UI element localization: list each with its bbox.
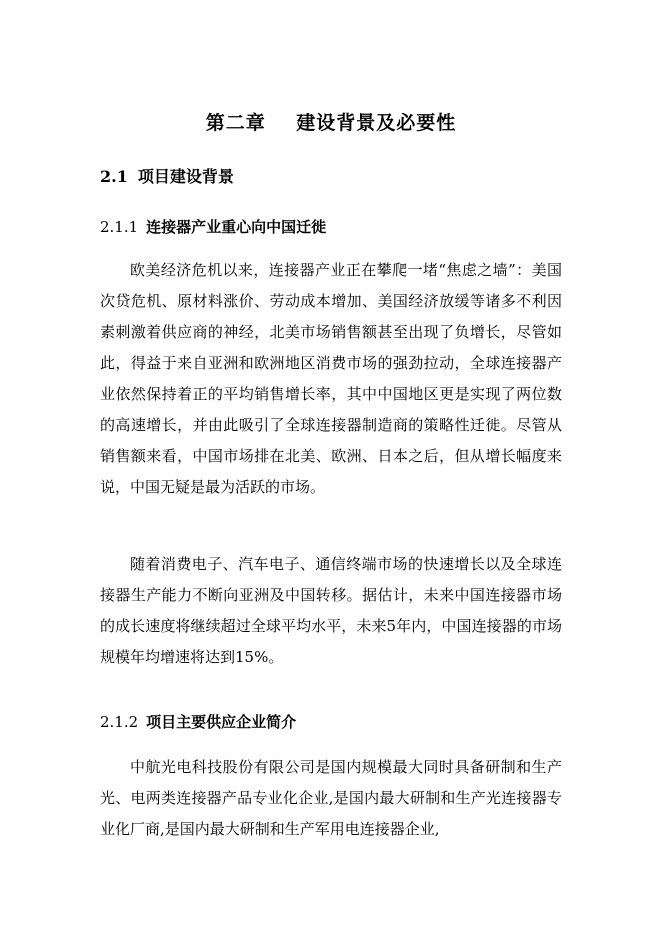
- paragraph: 随着消费电子、汽车电子、通信终端市场的快速增长以及全球连接器生产能力不断向亚洲及中国转移。据估计，未来中国连接器市场的成长速度将继续超过全球平均水平，未来5年内，中国连接器的市场规模年均增速将达到15%。: [100, 555, 562, 666]
- section-number: 2.1: [100, 167, 128, 186]
- section-title: 项目建设背景: [137, 167, 234, 186]
- paragraph: 欧美经济危机以来，连接器产业正在攀爬一堵“焦虑之墙”：美国次贷危机、原材料涨价、劳动成本增加、美国经济放缓等诸多不利因素刺激着供应商的神经，北美市场销售额甚至出现了负增长，尽管如此，得益于来自亚洲和欧洲地区消费市场的强劲拉动，全球连接器产业依然保持着正的平均销售增长率，其中中国地区更是实现了两位数的高速增长，并由此吸引了全球连接器制造商的策略性迁徙。尽管从销售额来看，中国市场排在北美、欧洲、日本之后，但从增长幅度来说，中国无疑是最为活跃的市场。: [100, 261, 562, 496]
- subsection-heading-2-1-1: [100, 216, 326, 237]
- section-heading-2-1: [100, 164, 234, 187]
- subsection-number: 2.1.1: [100, 218, 139, 236]
- subsection-number: 2.1.2: [100, 713, 139, 731]
- subsection-heading-2-1-2: [100, 711, 296, 732]
- chapter-title: 第二章 建设背景及必要性: [205, 112, 457, 134]
- paragraph: 中航光电科技股份有限公司是国内规模最大同时具备研制和生产光、电两类连接器产品专业化企业,是国内最大研制和生产光连接器专业化厂商,是国内最大研制和生产军用电连接器企业,: [100, 758, 562, 838]
- subsection-title: 连接器产业重心向中国迁徙: [146, 218, 327, 236]
- subsection-title: 项目主要供应企业简介: [146, 713, 297, 731]
